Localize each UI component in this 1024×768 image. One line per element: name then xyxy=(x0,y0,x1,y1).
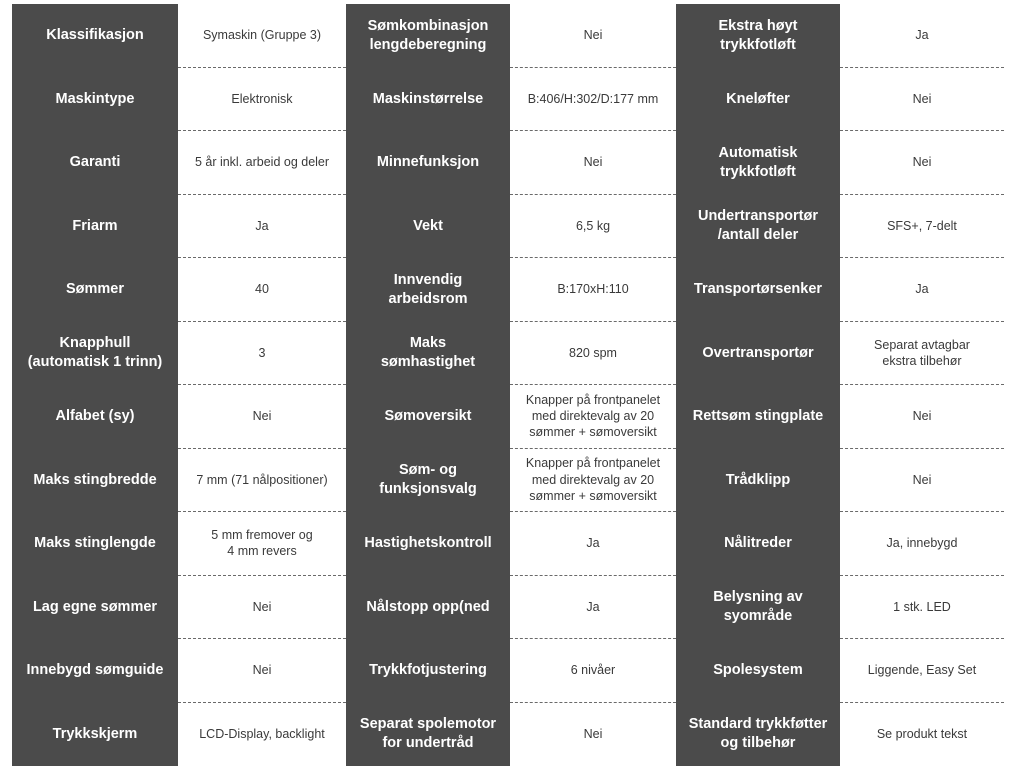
spec-value: 1 stk. LED xyxy=(840,576,1004,640)
spec-value: Separat avtagbar ekstra tilbehør xyxy=(840,322,1004,386)
spec-label: Maskinstørrelse xyxy=(346,68,510,132)
spec-value: Nei xyxy=(840,131,1004,195)
spec-label: Hastighetskontroll xyxy=(346,512,510,576)
spec-label: Sømkombinasjon lengdeberegning xyxy=(346,4,510,68)
spec-value: Elektronisk xyxy=(178,68,346,132)
spec-label: Undertransportør /antall deler xyxy=(676,195,840,259)
spec-sheet xyxy=(12,4,1004,766)
spec-value: Ja xyxy=(840,4,1004,68)
spec-value: Ja xyxy=(840,258,1004,322)
spec-value: LCD-Display, backlight xyxy=(178,703,346,767)
spec-label: Lag egne sømmer xyxy=(12,576,178,640)
spec-value: Knapper på frontpanelet med direktevalg av 20 sømmer + sømoversikt xyxy=(510,385,676,449)
spec-label: Ekstra høyt trykkfotløft xyxy=(676,4,840,68)
spec-value: Ja, innebygd xyxy=(840,512,1004,576)
spec-value: Liggende, Easy Set xyxy=(840,639,1004,703)
spec-label: Maks sømhastighet xyxy=(346,322,510,386)
spec-label: Søm- og funksjonsvalg xyxy=(346,449,510,513)
spec-label: Sømmer xyxy=(12,258,178,322)
spec-label: Kneløfter xyxy=(676,68,840,132)
spec-label: Trykkfotjustering xyxy=(346,639,510,703)
spec-table xyxy=(12,4,1004,766)
spec-label: Standard trykkføtter og tilbehør xyxy=(676,703,840,767)
spec-value: 820 spm xyxy=(510,322,676,386)
spec-label: Overtransportør xyxy=(676,322,840,386)
spec-label: Automatisk trykkfotløft xyxy=(676,131,840,195)
spec-value: Ja xyxy=(510,512,676,576)
spec-value: 6,5 kg xyxy=(510,195,676,259)
spec-label: Trykkskjerm xyxy=(12,703,178,767)
spec-value: 6 nivåer xyxy=(510,639,676,703)
spec-label: Trådklipp xyxy=(676,449,840,513)
spec-value: Nei xyxy=(510,131,676,195)
spec-value: 5 år inkl. arbeid og deler xyxy=(178,131,346,195)
spec-value: 7 mm (71 nålpositioner) xyxy=(178,449,346,513)
spec-label: Rettsøm stingplate xyxy=(676,385,840,449)
spec-value: Nei xyxy=(178,576,346,640)
spec-value: SFS+, 7-delt xyxy=(840,195,1004,259)
spec-value: 3 xyxy=(178,322,346,386)
spec-value: Symaskin (Gruppe 3) xyxy=(178,4,346,68)
spec-label: Nålitreder xyxy=(676,512,840,576)
spec-label: Alfabet (sy) xyxy=(12,385,178,449)
spec-value: Knapper på frontpanelet med direktevalg av 20 sømmer + sømoversikt xyxy=(510,449,676,513)
spec-value: 40 xyxy=(178,258,346,322)
spec-label: Maskintype xyxy=(12,68,178,132)
spec-label: Minnefunksjon xyxy=(346,131,510,195)
spec-label: Innvendig arbeidsrom xyxy=(346,258,510,322)
spec-label: Knapphull (automatisk 1 trinn) xyxy=(12,322,178,386)
spec-label: Belysning av syområde xyxy=(676,576,840,640)
spec-value: Nei xyxy=(840,68,1004,132)
spec-value: 5 mm fremover og 4 mm revers xyxy=(178,512,346,576)
spec-value: Nei xyxy=(178,639,346,703)
spec-value: Ja xyxy=(510,576,676,640)
spec-label: Friarm xyxy=(12,195,178,259)
spec-label: Garanti xyxy=(12,131,178,195)
spec-label: Sømoversikt xyxy=(346,385,510,449)
spec-value: Se produkt tekst xyxy=(840,703,1004,767)
spec-label: Vekt xyxy=(346,195,510,259)
spec-value: B:406/H:302/D:177 mm xyxy=(510,68,676,132)
spec-value: Nei xyxy=(840,449,1004,513)
spec-value: Nei xyxy=(510,703,676,767)
spec-value: Nei xyxy=(510,4,676,68)
spec-value: Nei xyxy=(178,385,346,449)
spec-label: Klassifikasjon xyxy=(12,4,178,68)
spec-value: Nei xyxy=(840,385,1004,449)
spec-label: Maks stingbredde xyxy=(12,449,178,513)
spec-label: Innebygd sømguide xyxy=(12,639,178,703)
spec-label: Maks stinglengde xyxy=(12,512,178,576)
spec-value: Ja xyxy=(178,195,346,259)
spec-label: Spolesystem xyxy=(676,639,840,703)
spec-value: B:170xH:110 xyxy=(510,258,676,322)
spec-label: Transportørsenker xyxy=(676,258,840,322)
spec-label: Nålstopp opp(ned xyxy=(346,576,510,640)
spec-label: Separat spolemotor for undertråd xyxy=(346,703,510,767)
